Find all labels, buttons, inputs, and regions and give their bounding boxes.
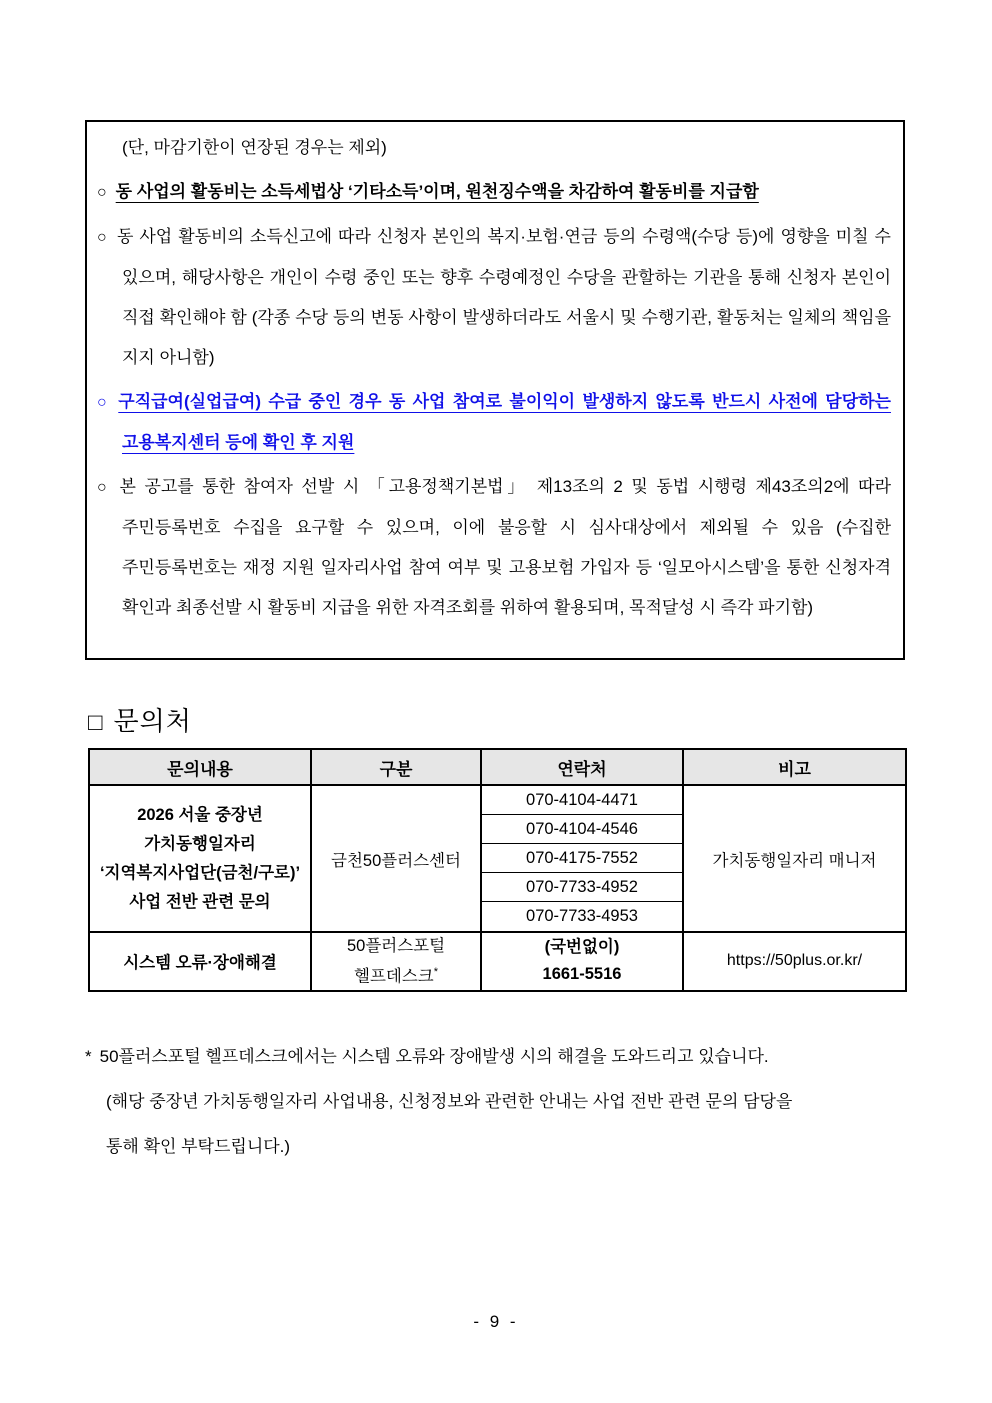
contact-line: (국번없이) [544, 938, 620, 957]
circle-bullet-icon: ○ [97, 479, 111, 496]
phone-number: 070-4175-7552 [482, 844, 682, 873]
table-header-row [89, 749, 906, 785]
inquiry-cell-system: 시스템 오류·장애해결 [89, 932, 311, 991]
inquiry-line: 사업 전반 관련 문의 [129, 892, 271, 911]
bullet-resident-number [97, 467, 891, 628]
footnote-line: (해당 중장년 가치동행일자리 사업내용, 신청정보와 관련한 안내는 사업 전반 관련 문의 담당을 [106, 1092, 793, 1111]
phone-number: 070-7733-4953 [526, 907, 638, 925]
inquiry-line: 가치동행일자리 [144, 834, 256, 853]
division-cell-helpdesk [311, 932, 481, 991]
inquiry-line: ‘지역복지사업단(금천/구로)’ [99, 863, 301, 882]
asterisk-marker: * [85, 1047, 92, 1066]
contact-heading-label: 문의처 [113, 706, 192, 736]
header-inquiry: 문의내용 [89, 749, 311, 785]
division-line: 헬프데스크* [354, 966, 438, 986]
notice-box [85, 120, 905, 660]
footnote-line: * 50플러스포털 헬프데스크에서는 시스템 오류와 장애발생 시의 해결을 도와드리고 있습니다. [85, 1047, 769, 1066]
bullet-other-income [97, 172, 891, 213]
square-bullet-icon: □ [88, 709, 104, 736]
contact-line: 1661-5516 [542, 965, 622, 984]
footnote-line: 통해 확인 부탁드립니다.) [106, 1137, 291, 1156]
contact-cell-hotline [481, 932, 683, 991]
circle-bullet-icon: ○ [97, 229, 108, 246]
footnote [85, 1034, 927, 1169]
phone-number: 070-7733-4952 [482, 873, 682, 902]
phone-number: 070-4104-4546 [482, 815, 682, 844]
phone-list-cell [481, 785, 683, 932]
header-remarks: 비고 [683, 749, 906, 785]
bullet-text: 동 사업의 활동비는 소득세법상 ‘기타소득’이며, 원천징수액을 차감하여 활동비를 지급함 [115, 182, 759, 201]
bullet-text: 본 공고를 통한 참여자 선발 시 「고용정책기본법」 제13조의 2 및 동법 시행령 제43조의2에 따라 주민등록번호 수집을 요구할 수 있으며, 이에 불응할 시 심사대상에서 제외될 수 있음 (수집한 주민등록번호는 재정 지원 일자리사업 참여 여부 및 고용보험 가입자 등 ‘일모아시스템’을 통한 신청자격 확인과 최종선발 시 활동비 지급을 위한 자격조회를 위하여 활용되며, 목적달성 시 즉각 파기함) [119, 477, 891, 617]
division-line: 50플러스포털 [346, 937, 446, 955]
header-division: 구분 [311, 749, 481, 785]
circle-bullet-icon: ○ [97, 394, 110, 411]
inquiry-line: 2026 서울 중장년 [137, 805, 263, 824]
footnote-asterisk: * [433, 966, 438, 978]
bullet-text: 구직급여(실업급여) 수급 중인 경우 동 사업 참여로 불이익이 발생하지 않도록 반드시 사전에 담당하는 고용복지센터 등에 확인 후 지원 [118, 392, 891, 452]
page-number: - 9 - [473, 1312, 519, 1331]
bullet-income-report [97, 217, 891, 378]
remarks-cell-url: https://50plus.or.kr/ [683, 932, 906, 991]
remarks-cell-manager: 가치동행일자리 매니저 [683, 785, 906, 932]
header-contact: 연락처 [481, 749, 683, 785]
deadline-exception-note: (단, 마감기한이 연장된 경우는 제외) [122, 138, 387, 157]
inquiry-cell-program [89, 785, 311, 932]
table-row [89, 785, 906, 932]
phone-number: 070-4104-4471 [482, 786, 682, 815]
table-row [89, 932, 906, 991]
bullet-job-seeker-benefit [97, 382, 891, 463]
circle-bullet-icon: ○ [97, 184, 107, 201]
bullet-text: 동 사업 활동비의 소득신고에 따라 신청자 본인의 복지·보험·연금 등의 수령액(수당 등)에 영향을 미칠 수 있으며, 해당사항은 개인이 수령 중인 또는 향후 수령예정인 수당을 관할하는 기관을 통해 신청자 본인이 직접 확인해야 함 (각종 수당 등의 변동 사항이 발생하더라도 서울시 및 수행기관, 활동처는 일체의 책임을 지지 아니함) [116, 227, 891, 367]
division-cell-center: 금천50플러스센터 [311, 785, 481, 932]
contact-table [88, 748, 907, 992]
contact-section-heading [88, 701, 192, 738]
